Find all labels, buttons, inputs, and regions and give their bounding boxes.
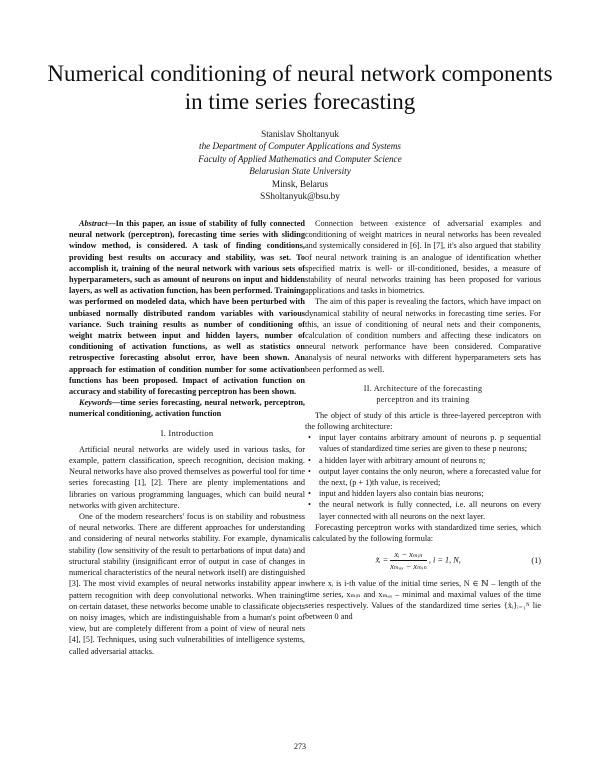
section-2-heading-line2: perceptron and its training [376, 394, 470, 404]
author-faculty: Faculty of Applied Mathematics and Computer Science [198, 153, 402, 164]
arch-paragraph-1: The object of study of this article is three-layered perceptron with the following architecture: [305, 410, 541, 432]
author-city: Minsk, Belarus [271, 178, 329, 189]
section-2-heading [305, 383, 541, 405]
paper-title: Numerical conditioning of neural network components in time series forecasting [47, 61, 553, 114]
keywords-label: Keywords— [79, 398, 121, 408]
intro-paragraph-3: Connection between existence of adversarial examples and conditioning of weight matrices in neural networks has been revealed and systemically considered in [6]. In [7], it's also argued that stability of neural network training is an analogue of identification whether specified matrix is well- or ill-conditioned, besides, a measure of stability of neural networks training has been proposed for various applications and tasks in biometrics. [305, 219, 541, 296]
keywords-text: time series forecasting, neural network, perceptron, numerical conditioning, activation function [69, 398, 305, 419]
author-university: Belarusian State University [249, 166, 351, 177]
intro-paragraph-1: Artificial neural networks are widely used in various tasks, for example, pattern classification, speech recognition, decision making. Neural networks have also proved themselves as powerful tool for time series forecasting [1], [2]. There are plenty implementations and libraries on various programming languages, which can build neural networks with given architecture. [69, 444, 305, 510]
list-item-text: the neural network is fully connected, i.e. all neurons on every layer connected with all neurons on the next layer. [319, 500, 541, 521]
list-item [305, 432, 541, 454]
abstract [69, 218, 305, 397]
list-item-text: input layer contains arbitrary amount of neurons p. p sequential values of standardized time series are given to these p neurons; [319, 433, 541, 454]
list-item [305, 488, 541, 499]
section-1-heading: I. Introduction [160, 427, 214, 438]
architecture-list [305, 432, 541, 522]
equation-label: (1) [531, 556, 541, 566]
left-column [69, 218, 305, 657]
keywords [69, 397, 305, 419]
right-column [305, 218, 541, 623]
arch-paragraph-3: where xᵢ is i-th value of the initial time series, N ∈ ℕ – length of the time series, xₘᵢₙ and xₘₐₓ – minimal and maximal values of the time series respectively. Values of the standardized time series {x̃ᵢ}ᵢ₌₁ᴺ lie between 0 and [305, 578, 541, 622]
author-block [60, 128, 540, 202]
author-name: Stanislav Sholtanyuk [261, 129, 339, 139]
list-item [305, 455, 541, 466]
bullet-icon: • [308, 489, 311, 499]
bullet-icon: • [308, 500, 311, 510]
bullet-icon: • [308, 455, 311, 465]
abstract-label: Abstract— [79, 219, 116, 228]
intro-paragraph-2: One of the modern researchers' focus is on stability and robustness of neural networks. There are different approaches for understanding and considering of neural networks stability. For example, dynamical stability (low sensitivity of the result to pertarbations of input data) and structural stability (insignificant error of output in case of changes in numerical characteristics of the neural network itself) are distinguished [3]. The most vivid examples of neural networks instability appear in pattern recognition with deep convolutional networks. When training on certain dataset, these networks become unable to classificate objects on noisy images, which are indistinguishable from a human's point of view, but are completely different from a point of view of neural nets [4], [5]. Techniques, using such vulnerabilities of intelligence systems, called adversarial attacks. [69, 512, 305, 656]
equation-numerator: xᵢ − xₘᵢₙ [390, 549, 427, 561]
author-dept: the Department of Computer Applications and Systems [199, 141, 401, 152]
equation-1 [305, 549, 541, 572]
list-item [305, 499, 541, 521]
arch-paragraph-2: Forecasting perceptron works with standardized time series, which is calculated by the following formula: [305, 522, 541, 544]
intro-paragraph-4: The aim of this paper is revealing the factors, which have impact on dynamical stability of neural networks in forecasting time series. For this, an issue of conditioning of neural nets and their components, calculation of condition numbers and affecting these indicators on neural network performance have been considered. Comparative analysis of neural networks with different hyperparameters sets has been performed as well. [305, 297, 541, 374]
bullet-icon: • [308, 466, 311, 476]
equation-fraction [390, 549, 427, 572]
page-number: 273 [294, 742, 306, 751]
bullet-icon: • [308, 433, 311, 443]
section-2-heading-line1: II. Architecture of the forecasting [363, 383, 483, 393]
list-item-text: a hidden layer with arbitrary amount of neurons n; [319, 455, 486, 465]
author-email: SSholtanyuk@bsu.by [260, 191, 340, 202]
equation-lhs: x̃ᵢ = [375, 555, 389, 565]
equation-denominator: xₘₐₓ − xₘᵢₙ [390, 562, 427, 572]
list-item-text: output layer contains the only neuron, where a forecasted value for the next, (p + 1)th value, is received; [319, 466, 541, 488]
equation-body [305, 549, 531, 572]
abstract-text: In this paper, an issue of stability of fully connected neural network (perceptron), forecasting time series with sliding window method, is considered. A task of finding conditions, providing best results on accuracy and stability, was set. To accomplish it, training of the neural network with various sets of hyperparameters, such as amount of neurons on input and hidden layers, as well as activation function, has been performed. Training was performed on modeled data, which have been perturbed with unbiased normally distributed random variables with various variance. Such training results as number of conditioning of weight matrix between input and hidden layers, number of conditioning of activation functions, as well as statistics on retrospective forecasting absolut error, have been shown. An approach for estimation of condition number for some activation functions has been proposed. Impact of activation function on accuracy and stability of forecasting perceptron has been shown. [69, 219, 305, 397]
list-item [305, 466, 541, 488]
list-item-text: input and hidden layers also contain bias neurons; [319, 489, 484, 499]
equation-range: , i = 1, N, [428, 555, 461, 565]
